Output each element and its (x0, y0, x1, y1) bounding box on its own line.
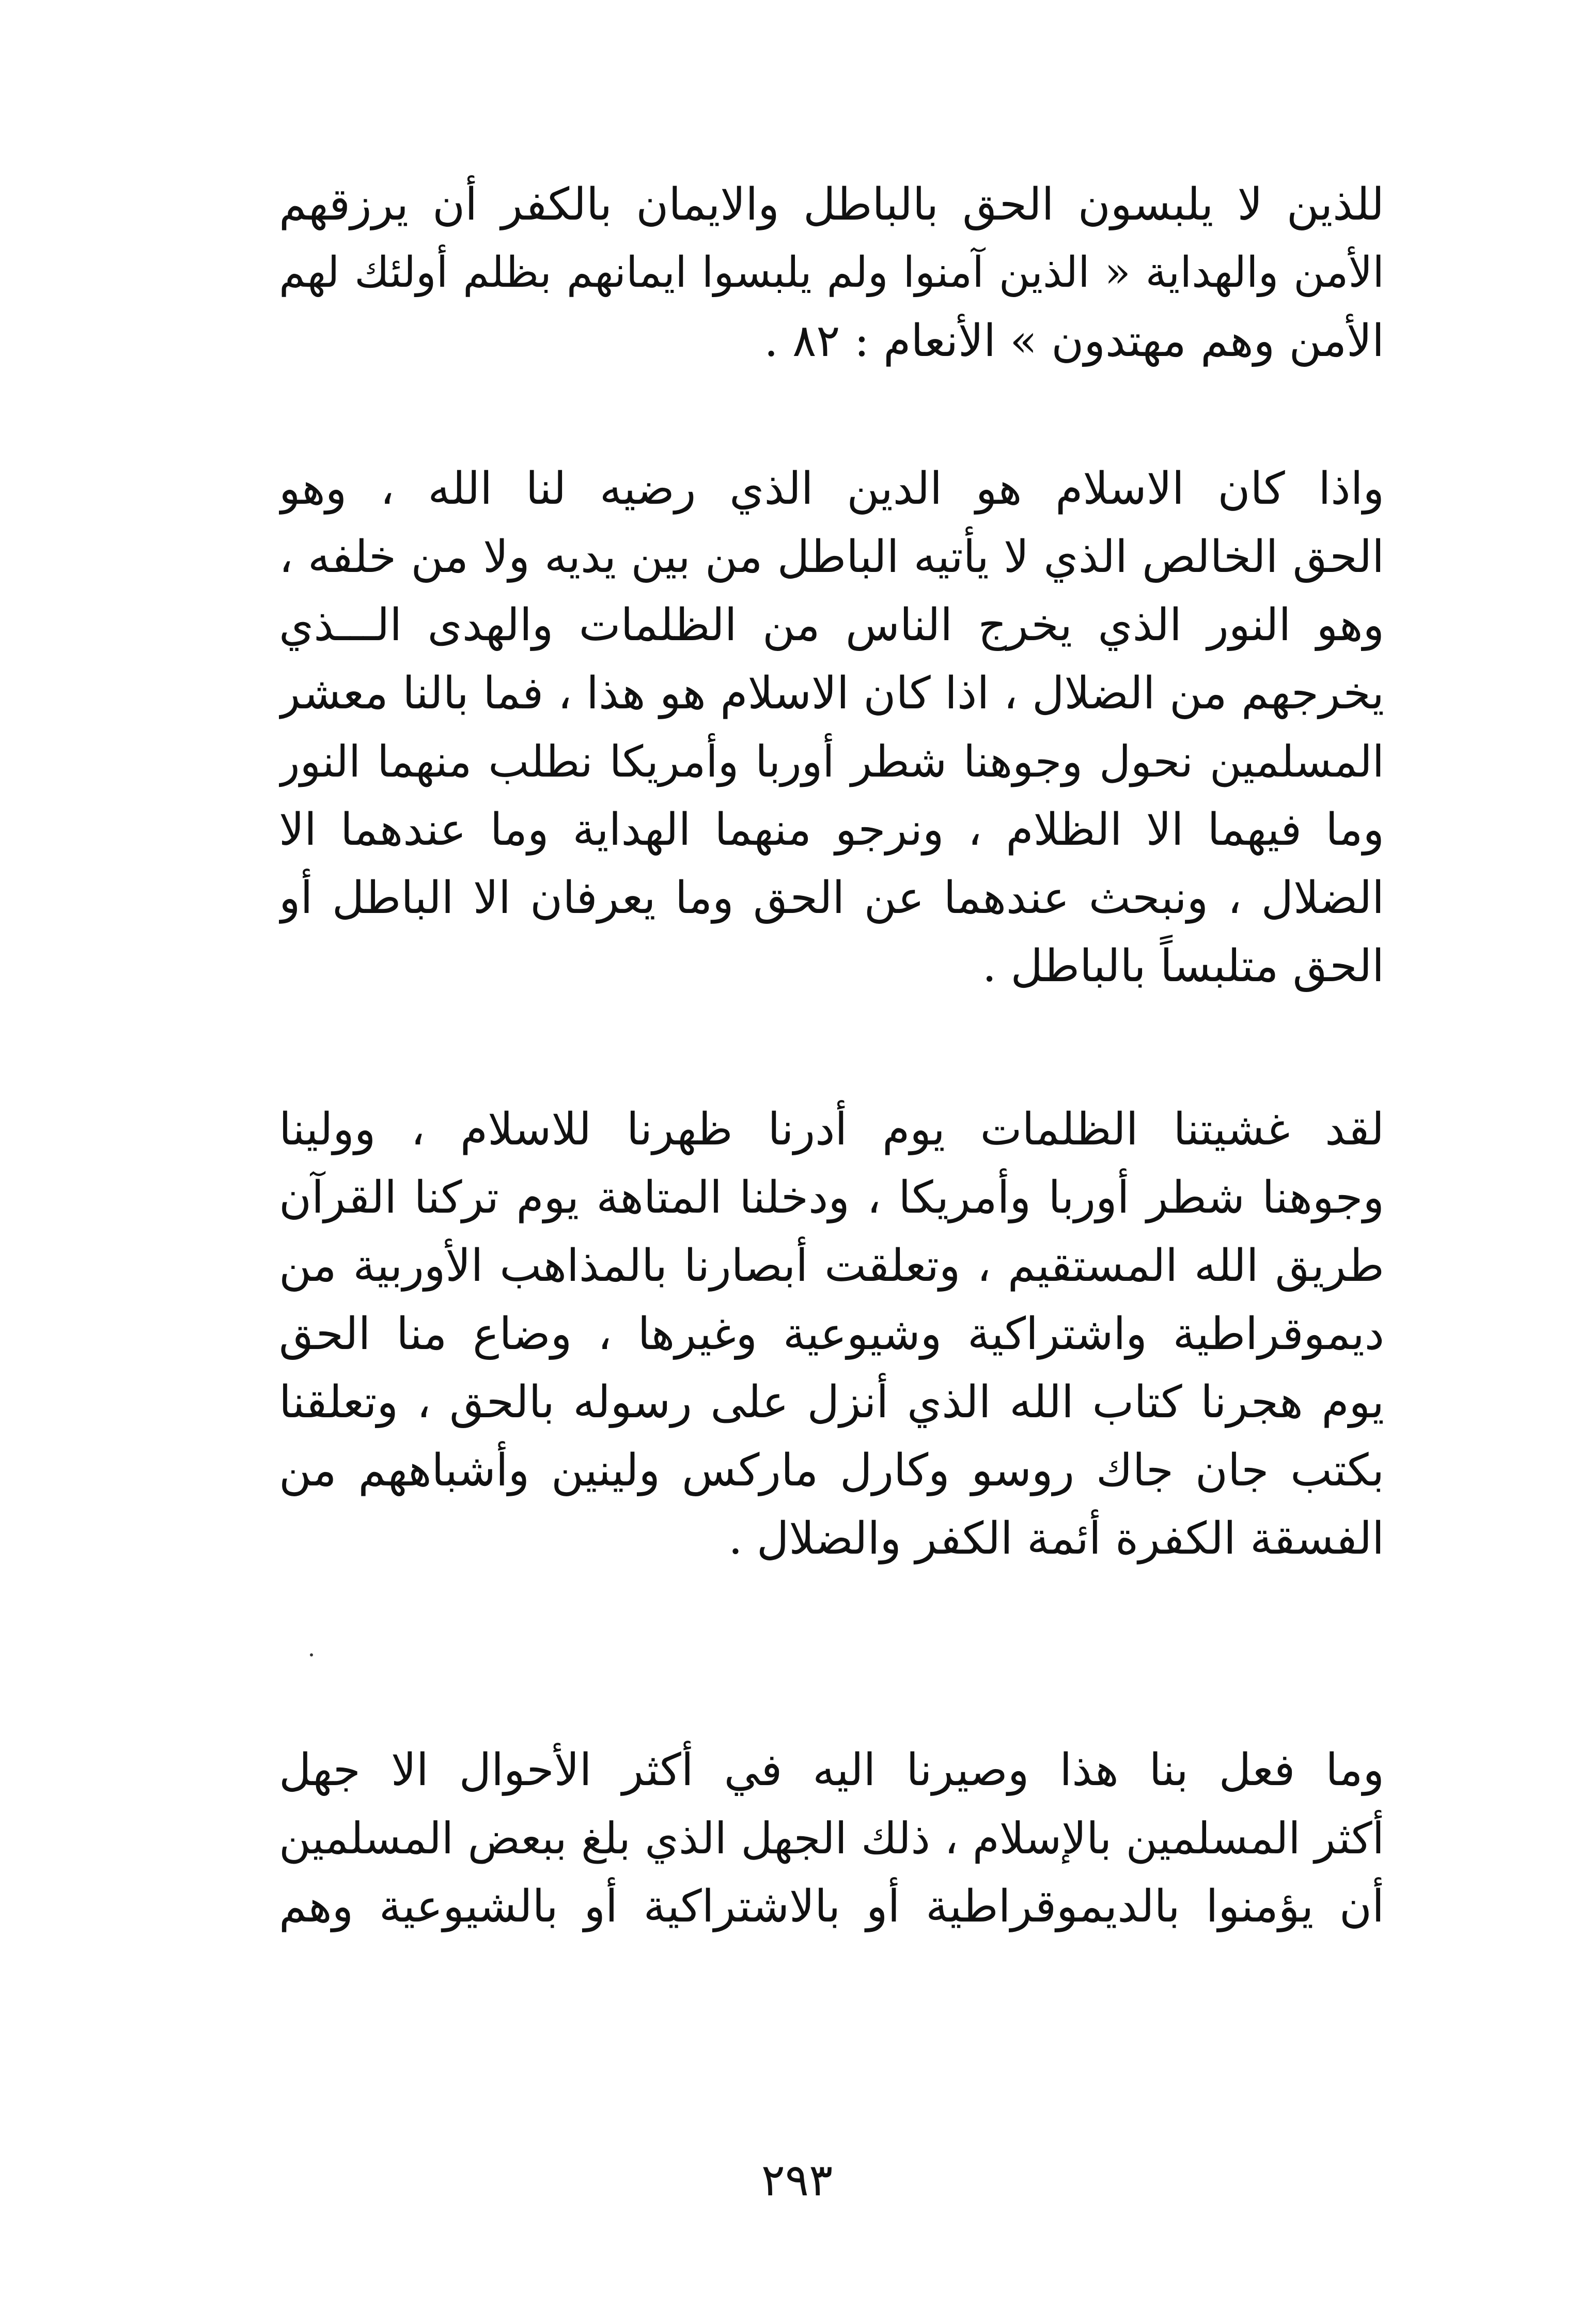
text-line: الضلال ، ونبحث عندهما عن الحق وما يعرفان الا الباطل أو (279, 872, 1384, 924)
page-number: ٢٩٣ (761, 2155, 833, 2206)
text-line: أكثر المسلمين بالإسلام ، ذلك الجهل الذي بلغ ببعض المسلمين (279, 1813, 1384, 1864)
paragraph-1 (279, 171, 1384, 375)
scan-speck (310, 1653, 313, 1656)
text-line: وجوهنا شطر أوربا وأمريكا ، ودخلنا المتاهة يوم تركنا القرآن (279, 1172, 1384, 1223)
text-line: المسلمين نحول وجوهنا شطر أوربا وأمريكا نطلب منهما النور (279, 736, 1384, 787)
text-line: لقد غشيتنا الظلمات يوم أدرنا ظهرنا للاسلام ، وولينا (279, 1104, 1384, 1155)
text-line: وهو النور الذي يخرج الناس من الظلمات والهدى الـــذي (279, 599, 1384, 651)
text-line: طريق الله المستقيم ، وتعلقت أبصارنا بالمذاهب الأوربية من (279, 1240, 1384, 1292)
paragraph-3 (279, 1095, 1384, 1573)
text-line: الحق الخالص الذي لا يأتيه الباطل من بين يديه ولا من خلفه ، (279, 531, 1384, 583)
text-line: وما فيهما الا الظلام ، ونرجو منهما الهداية وما عندهما الا (279, 804, 1384, 856)
paragraph-4 (279, 1736, 1384, 1941)
text-line: الفسقة الكفرة أئمة الكفر والضلال . (728, 1513, 1384, 1564)
paragraph-2 (279, 455, 1384, 1000)
text-line: يخرجهم من الضلال ، اذا كان الاسلام هو هذا ، فما بالنا معشر (279, 668, 1384, 719)
text-line: واذا كان الاسلام هو الدين الذي رضيه لنا الله ، وهو (279, 463, 1384, 515)
text-line: الحق متلبساً بالباطل . (982, 940, 1384, 992)
text-line: للذين لا يلبسون الحق بالباطل والايمان بالكفر أن يرزقهم (279, 179, 1384, 230)
text-line: ديموقراطية واشتراكية وشيوعية وغيرها ، وضاع منا الحق (279, 1308, 1384, 1360)
text-line: أن يؤمنوا بالديموقراطية أو بالاشتراكية أو بالشيوعية وهم (279, 1881, 1384, 1932)
text-line: الأمن والهداية « الذين آمنوا ولم يلبسوا ايمانهم بظلم أولئك لهم (279, 248, 1384, 297)
text-line: وما فعل بنا هذا وصيرنا اليه في أكثر الأحوال الا جهل (279, 1744, 1384, 1796)
text-line: بكتب جان جاك روسو وكارل ماركس ولينين وأشباههم من (279, 1445, 1384, 1496)
text-line: الأمن وهم مهتدون » الأنعام : ٨٢ . (764, 315, 1384, 367)
text-line: يوم هجرنا كتاب الله الذي أنزل على رسوله بالحق ، وتعلقنا (279, 1376, 1384, 1428)
